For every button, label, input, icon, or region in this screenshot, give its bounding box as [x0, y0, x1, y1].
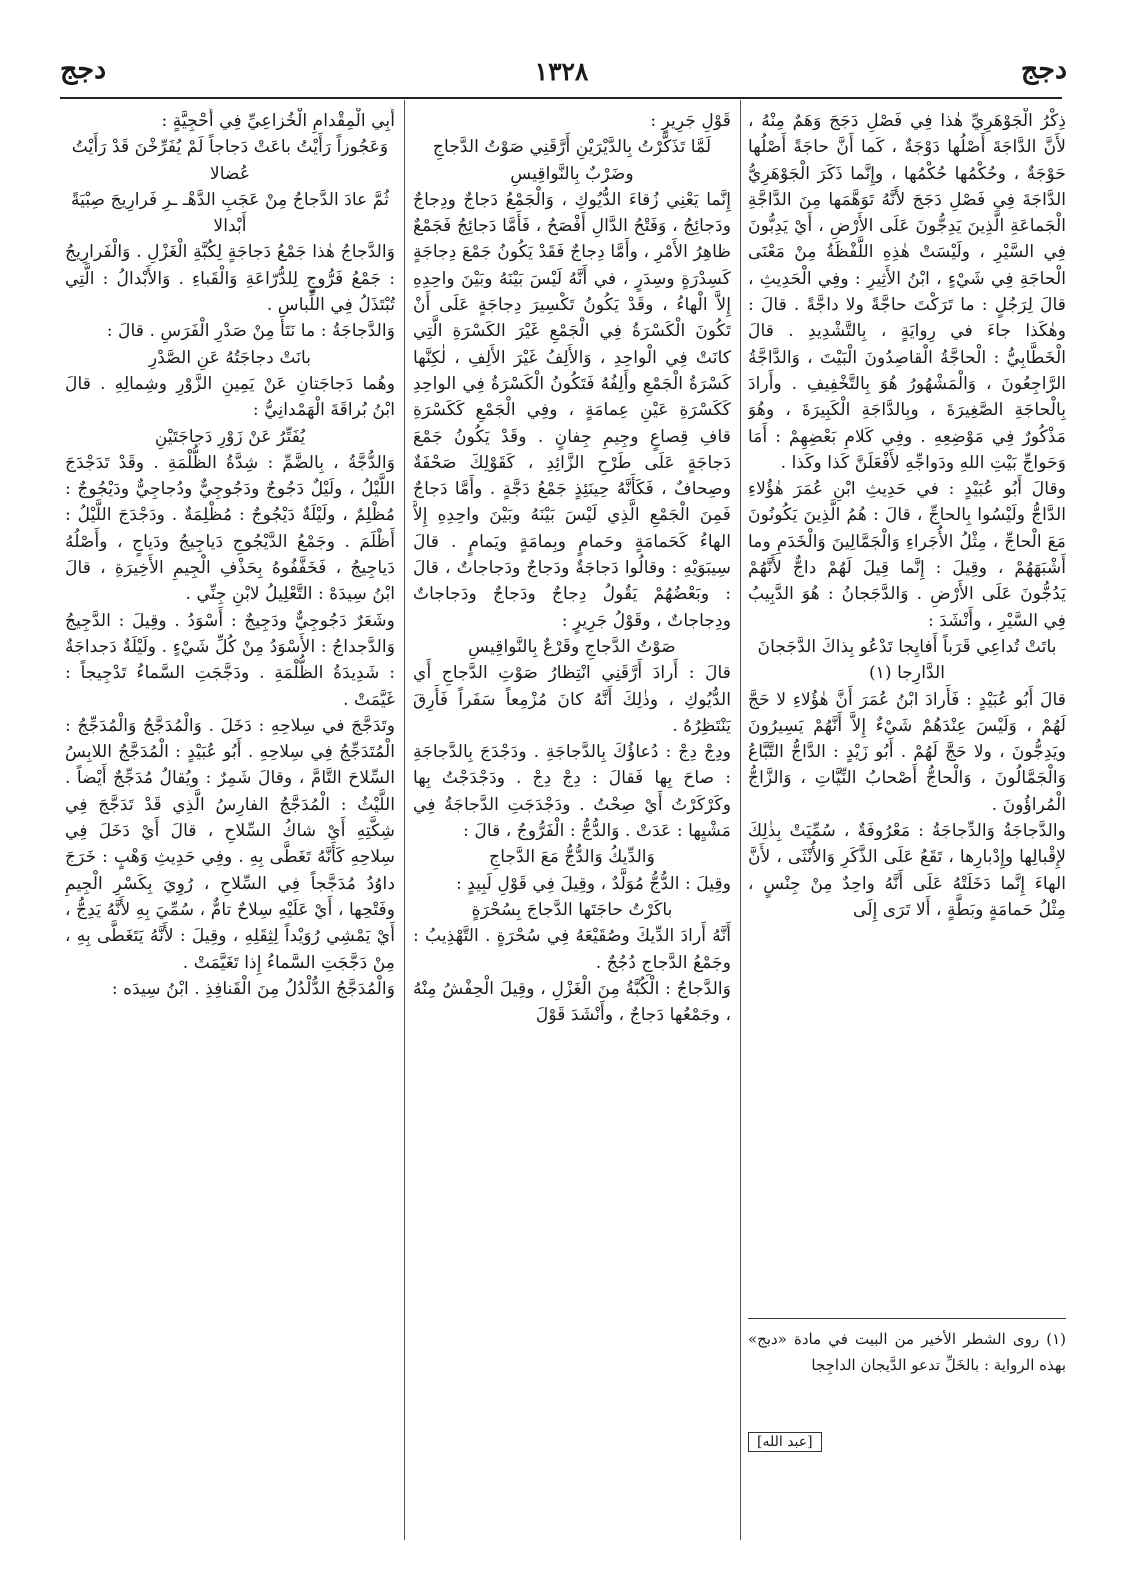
- running-head-left: دجج: [60, 54, 107, 85]
- paragraph: وهُما دَجاجَتانِ عَنْ يَمِينِ الزَّوْرِ وشِمالِهِ . قالَ ابْنُ بُراقَةَ الْهَمْدانِيُّ :: [65, 373, 395, 421]
- column-divider: [740, 100, 741, 1540]
- text-column-left: [65, 108, 395, 1548]
- footnote: [748, 1326, 1066, 1378]
- paragraph: قالَ أَبُو عُبَيْدٍ : فَأَرادَ ابْنُ عُمَرَ أَنَّ هٰؤُلاءِ لا حَجَّ لَهُمْ ، وَلَيْسَ عِنْدَهُمْ شَيْءٌ إِلاَّ أَنَّهُمْ يَسِيرُونَ ويَدِجُّونَ ، ولا حَجَّ لَهُمْ . أَبُو زَيْدٍ : الدَّاجُّ التَّبَّاعُ وَالْجَمَّالُونَ ، وَالْحاجُّ أَصْحابُ النِّيَّاتِ ، وَالزَّاجُّ الْمُراؤُونَ .: [748, 689, 1066, 815]
- paragraph: وشَعَرٌ دَجُوجِيٌّ ودَجِيجٌ : أَسْوَدُ . وقِيلَ : الدَّجِيجُ وَالدَّجداجُ : الأَسْوَدُ مِنْ كُلِّ شَيْءٍ . ولَيْلَةٌ دَجداجَةٌ : شَدِيدَةُ الظُّلْمَةِ . ودَجَّجَتِ السَّماءُ تَدْجِيجاً : غَيَّمَتْ .: [65, 610, 395, 710]
- paragraph: وقالَ أَبُو عُبَيْدٍ : في حَدِيثِ ابْنِ عُمَرَ هٰؤُلاءِ الدَّاجُّ ولَيْسُوا بِالحاجِّ ، قالَ : هُمُ الَّذِينَ يَكُونُونَ مَعَ الْحاجِّ ، مِثْلُ الأُجَراءِ وَالْجَمَّالِينَ وَالْخَدَمِ وما أَشْبَهَهُمْ ، وقِيلَ : إِنَّما قِيلَ لَهُمْ داجٌّ لأَنَّهُمْ يَدُجُّونَ عَلَى الأَرْضِ . وَالدَّجَجانُ : هُوَ الدَّبِيبُ فِي السَّيْرِ ، وأَنْشَدَ :: [748, 479, 1066, 631]
- paragraph: وَالْمُدَجَّجُ الدُّلْدُلُ مِنَ الْقَنافِذِ . ابْنُ سِيدَه :: [111, 978, 395, 999]
- column-divider: [404, 100, 405, 1540]
- verse: صَوْتُ الدَّجاجِ وقَرْعٌ بِالنَّواقِيسِ: [468, 636, 676, 657]
- verse: لَمَّا تَذَكَّرْتُ بِالدَّيْرَيْنِ أَرَّقَنِي صَوْتُ الدَّجاجِ وضَرْبٌ بِالنَّواقِيسِ: [432, 137, 712, 184]
- running-head-right: دجج: [1020, 54, 1067, 85]
- verse: باتَتْ تُداعِي قَرَباً أَفايِجا تَدْعُو بِذاكَ الدَّجَجانَ الدَّارِجا (١): [757, 636, 1057, 684]
- paragraph: قَوْلِ جَرِيرٍ :: [650, 111, 731, 131]
- paragraph: والدَّجاجَةُ وَالدِّجاجَةُ : مَعْرُوفَةٌ ، سُمِّيَتْ بِذٰلِكَ لإِقْبالِها وإِدْبارِها ، تَقَعُ عَلَى الذَّكَرِ وَالأُنْثَى ، لأَنَّ الهاءَ إِنَّما دَخَلَتْهُ عَلَى أَنَّهُ واحِدٌ مِنْ جِنْسٍ ، مِثْلُ حَمامَةٍ وبَطَّةٍ ، أَلا تَرَى إِلَى: [748, 821, 1066, 920]
- verse: وَعَجُوزاً رَأَيْتُ باعَتْ دَجاجاً لَمْ يُفَرِّخْنَ قَدْ رَأَيْتُ عُضالا: [71, 137, 389, 184]
- paragraph: أَنَّهُ أَرادَ الدِّيكَ وصُقَيْعَهُ فِي سُحْرَةٍ . التَّهْذِيبُ : وجَمْعُ الدَّجاجِ دُجُجٌ .: [413, 926, 731, 973]
- text-column-right: [748, 108, 1066, 1258]
- paragraph: وَالدَّجاجُ : الْكُبَّةُ مِنَ الْغَزْلِ ، وقِيلَ الْحِفْشُ مِنْهُ ، وجَمْعُها دَجاجٌ ، وأَنْشَدَ قَوْلَ: [413, 978, 731, 1026]
- paragraph: ودِجْ دِجْ : دُعاؤُكَ بِالدَّجاجَةِ . ودَجْدَجَ بِالدَّجاجَةِ : صاحَ بِها فَقالَ : دِجْ دِجْ . ودَجْدَجْتُ بِها وكَرْكَرْتُ أَيْ صِحْتُ . ودَجْدَجَتِ الدَّجاجَةُ فِي مَشْيِها : عَدَتْ . وَالدُّجُّ : الْفَرُّوجُ ، قالَ :: [413, 742, 731, 842]
- paragraph: إِنَّما يَعْنِي زُقاءَ الدُّيُوكِ ، وَالْجَمْعُ دَجاجٌ ودِجاجٌ ودَجائِجُ ، وَفَتْحُ الدَّالِ أَفْصَحُ ، فَأَمَّا دَجائِجُ فَجَمْعٌ ظاهِرُ الأَمْرِ ، وأَمَّا دِجاجٌ فَقَدْ يَكُونُ جَمْعَ دِجاجَةٍ كَسِدْرَةٍ وسِدَرٍ ، في أَنَّهُ لَيْسَ بَيْنَهُ وبَيْنَ واحِدِهِ إِلاَّ الْهاءُ ، وقَدْ يَكُونُ تَكْسِيرَ دِجاجَةٍ عَلَى أَنْ تَكُونَ الْكَسْرَةُ فِي الْجَمْعِ غَيْرَ الكَسْرَةِ الَّتِي كانَتْ فِي الْواحِدِ ، وَالأَلِفُ غَيْرَ الأَلِفِ ، لٰكِنَّها كَسْرَةُ الْجَمْعِ وأَلِفُهُ فَتَكُونُ الْكَسْرَةُ فِي الواحِدِ كَكَسْرَةِ عَيْنِ عِمامَةٍ ، وفِي الْجَمْعِ كَكَسْرَةِ قافِ قِصاعٍ وجِيمِ جِفانٍ . وقَدْ يَكُونُ جَمْعَ دَجاجَةٍ عَلَى طَرْحِ الزَّائِدِ ، كَقَوْلِكَ صَحْفَةٌ وصِحافٌ ، فَكَأَنَّهُ حِينَئِذٍ جَمْعُ دَجَّةٍ . وأَمَّا دَجاجٌ فَمِنَ الْجَمْعِ الَّذِي لَيْسَ بَيْنَهُ وبَيْنَ واحِدِهِ إِلاَّ الهاءُ كَحَمامَةٍ وحَمامٍ وبِمامَةٍ ويَمامٍ . قالَ سِيبَوَيْهِ : وقالُوا دَجاجَةٌ ودَجاجٌ ودَجاجاتٌ ، قالَ : وبَعْضُهُمْ يَقُولُ دِجاجٌ ودَجاجٌ ودَجاجاتٌ ودِجاجاتٌ ، وقَوْلُ جَرِيرٍ :: [413, 189, 731, 631]
- paragraph: وتَدَجَّجَ في سِلاحِهِ : دَخَلَ . وَالْمُدَجَّجُ وَالْمُدَجِّجُ : الْمُتَدَجِّجُ فِي سِلاحِهِ . أَبُو عُبَيْدٍ : الْمُدَجَّجُ اللابِسُ السِّلاحَ التَّامَّ ، وقالَ شَمِرٌ : ويُقالُ مُدَجِّجٌ أَيْضاً . اللَّيْثُ : الْمُدَجَّجُ الفارِسُ الَّذِي قَدْ تَدَجَّجَ فِي شِكَّتِهِ أَيْ شاكُ السِّلاحِ ، قالَ أَيْ دَخَلَ فِي سِلاحِهِ كَأَنَّهُ تَغَطَّى بِهِ . وفِي حَدِيثِ وَهْبٍ : خَرَجَ داوُدُ مُدَجَّجاً فِي السِّلاحِ ، رُوِيَ بِكَسْرِ الْجِيمِ وفَتْحِها ، أَيْ عَلَيْهِ سِلاحٌ تامٌّ ، سُمِّيَ بِهِ لأَنَّهُ يَدِجُّ ، أَيْ يَمْشِي رُوَيْداً لِثِقَلِهِ ، وقِيلَ : لأَنَّهُ يَتَغَطَّى بِهِ ، مِنْ دَجَّجَتِ السَّماءُ إِذا تَغَيَّمَتْ .: [65, 715, 395, 973]
- footnote-rule: [748, 1318, 1066, 1319]
- page-number: ١٣٢٨: [534, 57, 589, 86]
- text-column-middle: [413, 108, 731, 1548]
- paragraph: وَالدَّجاجُ هٰذا جَمْعُ دَجاجَةٍ لِكُبَّةِ الْغَزْلِ . وَالْفَرارِيجُ : جَمْعُ فَرُّوجٍ لِلدُّرّاعَةِ وَالْقَباءِ . وَالأَبْدالُ : الَّتِي تُبْتَذَلُ فِي اللِّباسِ .: [65, 242, 395, 316]
- verse: باكَرْتُ حاجَتَها الدَّجاجَ بِسُحْرَةٍ: [471, 899, 673, 920]
- paragraph: وَالدَّجاجَةُ : ما نَتَأَ مِنْ صَدْرِ الْفَرَسِ . قالَ :: [106, 321, 395, 342]
- verse: يُفَتِّرُ عَنْ زَوْرِ دَجاجَتَيْنِ: [154, 426, 306, 447]
- verse: وَالدِّيكُ وَالدُّجُّ مَعَ الدَّجاجِ: [489, 847, 655, 868]
- paragraph: أَبِي الْمِقْدامِ الْخُزاعِيِّ فِي أُحْجِيَّةٍ :: [161, 111, 395, 131]
- paragraph: وقِيلَ : الدُّجُّ مُوَلَّدٌ ، وقِيلَ فِي قَوْلِ لَبِيدٍ :: [456, 873, 731, 894]
- verse: ثُمَّ عادَ الدَّجاجُ مِنْ عَجَبِ الدَّهْـ ـرِ فَرارِيجَ صِبْيَةً أَبْدالا: [70, 189, 390, 237]
- paragraph: قالَ : أَرادَ أَرَّقَنِي انْتِظارُ صَوْتِ الدَّجاجِ أَي الدُّيُوكِ ، وذٰلِكَ أَنَّهُ كانَ مُزْمِعاً سَفَراً فَأَرِقَ يَنْتَظِرُهُ .: [413, 663, 731, 736]
- editor-mark: [عبد الله]: [748, 1432, 822, 1452]
- verse: بانَتْ دجاجَتُهُ عَنِ الصَّدْرِ: [148, 347, 312, 368]
- paragraph: وَالدُّجَّةُ ، بِالضَّمِّ : شِدَّةُ الظُّلْمَةِ . وقَدْ تَدَجْدَجَ اللَّيْلُ ، ولَيْلٌ دَجُوجٌ ودَجُوجِيٌّ ودُجاجِيٌّ ودَيْجُوجٌ : مُظْلِمٌ ، ولَيْلَةٌ دَيْجُوجٌ : مُظْلِمَةٌ . ودَجْدَجَ اللَّيْلُ : أَظْلَمَ . وجَمْعُ الدَّيْجُوجِ دَياجِيجُ ودَياجٍ ، وأَصْلُهُ دَياجِيجُ ، فَخَفَّفُوهُ بِحَذْفِ الْجِيمِ الأَخِيرَةِ ، قالَ ابْنُ سِيدَهْ : التَّعْلِيلُ لابْنِ جِنِّي .: [65, 452, 395, 605]
- footnote-text: (١) روى الشطر الأخير من البيت في مادة «دبج» بهذه الرواية : بالخَلِّ تدعو الدَّيجان الداجِجا: [748, 1330, 1066, 1374]
- header-rule: [60, 97, 1062, 99]
- paragraph: ذِكْرُ الْجَوْهَرِيِّ هٰذا فِي فَصْلِ دَجَجَ وَهَمٌ مِنْهُ ، لأَنَّ الدَّاجَةَ أَصْلُها دَوْجَةٌ ، كَما أَنَّ حاجَةً أَصْلُها حَوْجَةٌ ، وحُكْمُها حُكْمُها ، وإِنَّما ذَكَرَ الْجَوْهَرِيُّ الدَّاجَةَ فِي فَصْلِ دَجَجَ لأَنَّهُ تَوَهَّمَها مِنَ الدَّاجَّةِ الْجَماعَةِ الَّذِينَ يَدِجُّونَ عَلَى الأَرْضِ ، أَيْ يَدِبُّونَ فِي السَّيْرِ ، ولَيْسَتْ هٰذِهِ اللَّفْظَةُ مِنْ مَعْنَى الْحاجَةِ فِي شَيْءٍ ، ابْنُ الأَثِيرِ : وفِي الْحَدِيثِ ، قالَ لِرَجُلٍ : ما تَرَكْتَ حاجَّةً ولا داجَّةً . قالَ : وهٰكَذا جاءَ في رِوايَةٍ ، بِالتَّشْدِيدِ . قالَ الْخَطَّابِيُّ : الْحاجَّةُ الْقاصِدُونَ الْبَيْتَ ، وَالدَّاجَّةُ الرَّاجِعُونَ ، وَالْمَشْهُورُ هُوَ بِالتَّخْفِيفِ . وأَرادَ بِالْحاجَةِ الصَّغِيرَةَ ، وبِالدَّاجَةِ الْكَبِيرَةَ ، وهُوَ مَذْكُورٌ فِي مَوْضِعِهِ . وفِي كَلامِ بَعْضِهِمْ : أَمَا وَحَواجِّ بَيْتِ اللهِ ودَواجِّهِ لأَفْعَلَنَّ كَذا وكَذا .: [748, 111, 1066, 473]
